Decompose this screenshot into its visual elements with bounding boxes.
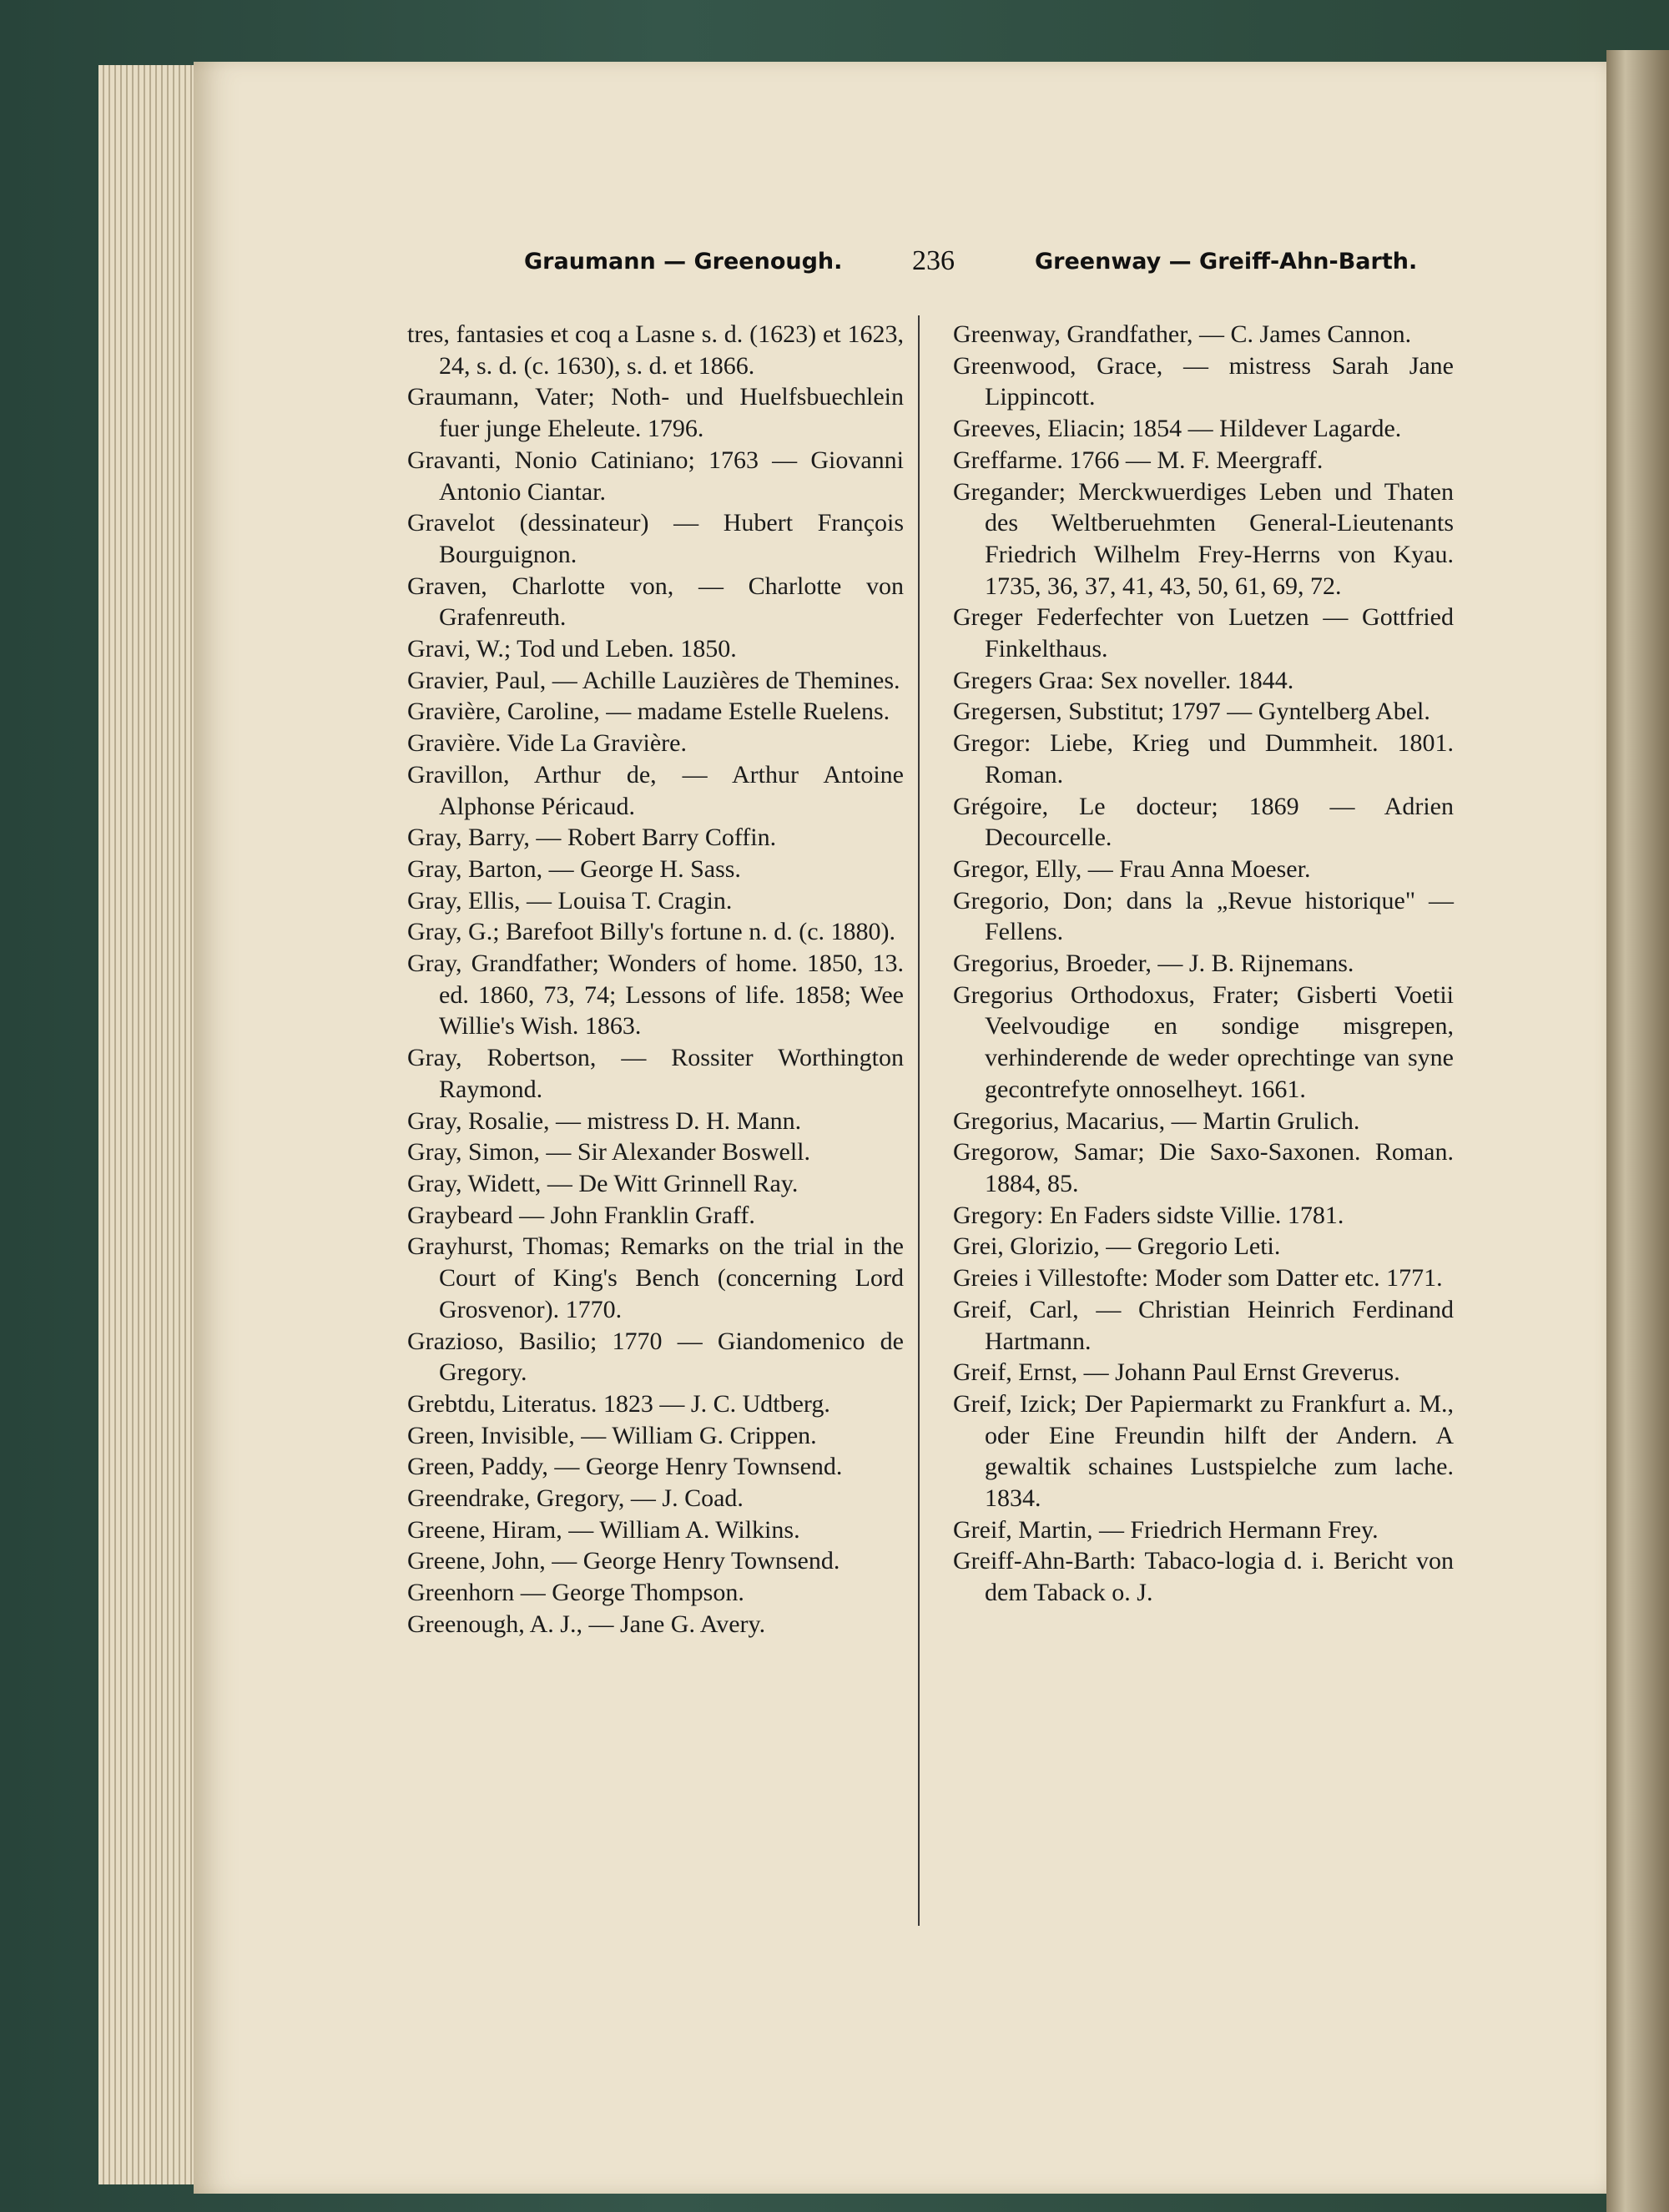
entry: Gravière, Caroline, — madame Estelle Ruelens. (407, 698, 890, 726)
entry: Greeves, Eliacin; 1854 — Hildever Lagarde. (953, 415, 1402, 443)
entry: Gravelot (dessinateur) — Hubert François Bourguignon. (407, 509, 904, 568)
entry: tres, fantasies et coq a Lasne s. d. (1623) et 1623, 24, s. d. (c. 1630), s. d. et 1866. (407, 320, 904, 380)
entry: Graybeard — John Franklin Graff. (407, 1201, 755, 1229)
entry: Grégoire, Le docteur; 1869 — Adrien Decourcelle. (953, 792, 1454, 852)
entry: Gregers Graa: Sex noveller. 1844. (953, 666, 1294, 694)
entry: Greene, Hiram, — William A. Wilkins. (407, 1515, 800, 1544)
entry: Greffarme. 1766 — M. F. Meergraff. (953, 446, 1324, 474)
entry: Gray, Widett, — De Witt Grinnell Ray. (407, 1169, 799, 1197)
page-number: 236 (912, 245, 955, 276)
entry: Grazioso, Basilio; 1770 — Giandomenico de Gregory. (407, 1327, 904, 1387)
entry: Gregorius, Broeder, — J. B. Rijnemans. (953, 950, 1354, 978)
entry: Gregorow, Samar; Die Saxo-Saxonen. Roman. 1884, 85. (953, 1138, 1454, 1197)
entry: Greif, Izick; Der Papiermarkt zu Frankfurt a. M., oder Eine Freundin hilft der Andern. A gewaltik schaines Lustspielche zum lache. 1834. (953, 1389, 1454, 1513)
entry: Gravière. Vide La Gravière. (407, 729, 687, 758)
entry: Gregorius, Macarius, — Martin Grulich. (953, 1106, 1360, 1135)
entry: Greif, Carl, — Christian Heinrich Ferdinand Hartmann. (953, 1295, 1454, 1355)
entry: Graumann, Vater; Noth- und Huelfsbuechlein fuer junge Eheleute. 1796. (407, 383, 904, 443)
running-header (524, 245, 1425, 282)
entry: Greenway, Grandfather, — C. James Cannon. (953, 320, 1412, 348)
entry: Greif, Ernst, — Johann Paul Ernst Greverus. (953, 1358, 1400, 1387)
entry: Greenwood, Grace, — mistress Sarah Jane Lippincott. (953, 351, 1454, 411)
entry: Gray, Grandfather; Wonders of home. 1850, 13. ed. 1860, 73, 74; Lessons of life. 1858; Wee Willie's Wish. 1863. (407, 950, 904, 1040)
entry: Gregersen, Substitut; 1797 — Gyntelberg Abel. (953, 698, 1430, 726)
entry: Greenhorn — George Thompson. (407, 1579, 744, 1607)
header-left: Graumann — Greenough. (524, 249, 843, 275)
entry: Grei, Glorizio, — Gregorio Leti. (953, 1232, 1281, 1261)
entry: Greiff-Ahn-Barth: Tabaco-logia d. i. Bericht von dem Taback o. J. (953, 1547, 1454, 1607)
entry: Gravanti, Nonio Catiniano; 1763 — Giovanni Antonio Ciantar. (407, 446, 904, 506)
entry: Grayhurst, Thomas; Remarks on the trial in the Court of King's Bench (concerning Lord Grosvenor). 1770. (407, 1232, 904, 1323)
entry: Gray, Barton, — George H. Sass. (407, 854, 741, 883)
entry: Greies i Villestofte: Moder som Datter etc. 1771. (953, 1264, 1443, 1292)
entry: Gray, Rosalie, — mistress D. H. Mann. (407, 1106, 802, 1135)
entry: Gregory: En Faders sidste Villie. 1781. (953, 1201, 1344, 1229)
entry: Grebtdu, Literatus. 1823 — J. C. Udtberg. (407, 1389, 830, 1418)
entry: Greenough, A. J., — Jane G. Avery. (407, 1610, 766, 1638)
entry: Gray, Ellis, — Louisa T. Cragin. (407, 886, 733, 915)
entry: Green, Paddy, — George Henry Townsend. (407, 1453, 843, 1481)
entry: Gregorius Orthodoxus, Frater; Gisberti Voetii Veelvoudige en sondige misgrepen, verhinderende de weder oprechtinge van syne gecontrefyte onnoselheyt. 1661. (953, 980, 1454, 1103)
column-divider (918, 315, 920, 1926)
entry: Gregander; Merckwuerdiges Leben und Thaten des Weltberuehmten General-Lieutenants Friedrich Wilhelm Frey-Herrns von Kyau. 1735, 36, 37, 41, 43, 50, 61, 69, 72. (953, 477, 1454, 600)
entry: Gray, G.; Barefoot Billy's fortune n. d. (c. 1880). (407, 918, 895, 946)
entry: Gray, Simon, — Sir Alexander Boswell. (407, 1138, 811, 1166)
entry: Greif, Martin, — Friedrich Hermann Frey. (953, 1515, 1379, 1544)
entry: Gravier, Paul, — Achille Lauzières de Themines. (407, 666, 900, 694)
entry: Gregor: Liebe, Krieg und Dummheit. 1801. Roman. (953, 729, 1454, 789)
entry: Gregor, Elly, — Frau Anna Moeser. (953, 854, 1311, 883)
right-page-edge (1606, 50, 1669, 2212)
entry: Gravi, W.; Tod und Leben. 1850. (407, 635, 737, 663)
entry: Graven, Charlotte von, — Charlotte von Grafenreuth. (407, 572, 904, 632)
left-column (407, 319, 904, 1640)
right-column (953, 319, 1454, 1609)
entry: Gregorio, Don; dans la „Revue historique" — Fellens. (953, 886, 1454, 946)
entry: Greger Federfechter von Luetzen — Gottfried Finkelthaus. (953, 603, 1454, 663)
entry: Gravillon, Arthur de, — Arthur Antoine Alphonse Péricaud. (407, 760, 904, 820)
entry: Greene, John, — George Henry Townsend. (407, 1547, 840, 1575)
entry: Gray, Barry, — Robert Barry Coffin. (407, 824, 777, 852)
entry: Gray, Robertson, — Rossiter Worthington Raymond. (407, 1044, 904, 1103)
header-right: Greenway — Greiff-Ahn-Barth. (1035, 249, 1418, 275)
entry: Greendrake, Gregory, — J. Coad. (407, 1484, 744, 1513)
entry: Green, Invisible, — William G. Crippen. (407, 1421, 817, 1449)
